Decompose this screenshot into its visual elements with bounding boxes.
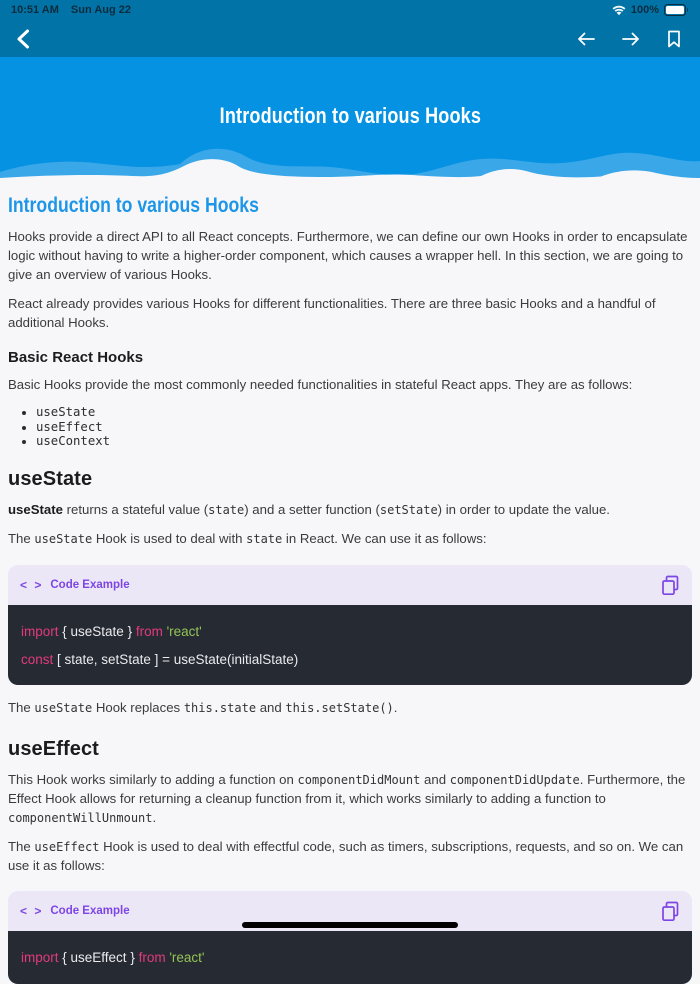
code-token: import: [21, 624, 59, 640]
text-segment: and: [420, 772, 450, 787]
paragraph: [8, 295, 692, 333]
history-forward-button[interactable]: [620, 30, 642, 48]
text-segment: Hook is used to deal with effectful code, such as timers, subscriptions, requests, and so on. We can use it as follows:: [8, 838, 684, 873]
text-segment: returns a stateful value (: [62, 502, 209, 518]
text-segment: .: [152, 809, 157, 825]
text-segment: in React. We can use it as follows:: [282, 531, 487, 547]
section-heading-text: Introduction to various Hooks: [8, 194, 259, 217]
battery-icon: [664, 4, 689, 16]
wifi-icon: [612, 5, 626, 16]
inline-code: componentDidUpdate: [449, 773, 580, 787]
paragraph: [8, 838, 692, 876]
paragraph: [8, 376, 692, 395]
battery-percent: 100%: [630, 4, 659, 16]
text-segment: The: [8, 700, 35, 716]
text-segment: . Furthermore, the Effect Hook allows for returning a cleanup function from it, which works similarly to adding a function to: [8, 772, 686, 806]
code-line: [21, 951, 679, 965]
paragraph: [8, 699, 692, 718]
status-time: 10:51 AM: [11, 4, 59, 16]
list-item: • useContext: [36, 434, 692, 448]
code-token: const: [21, 651, 54, 667]
text-segment: ) and a setter function (: [244, 502, 380, 518]
code-brackets-icon: < >: [20, 578, 44, 593]
code-block: [8, 931, 692, 984]
text-segment: This Hook works similarly to adding a function on: [8, 772, 298, 787]
wave-decoration: [0, 134, 700, 180]
navigation-bar: [0, 20, 700, 57]
hook-heading: useState: [8, 468, 93, 491]
hook-heading: useEffect: [8, 738, 99, 760]
history-back-button[interactable]: [575, 30, 597, 48]
code-example-header: [8, 565, 692, 605]
copy-button[interactable]: [661, 901, 680, 922]
code-line: [21, 653, 679, 667]
list-item: • useState: [36, 405, 692, 419]
bookmark-icon: [667, 30, 681, 48]
inline-code: useState: [34, 532, 93, 547]
code-example-label: Code Example: [50, 579, 130, 592]
arrow-right-icon: [622, 32, 640, 46]
copy-icon: [661, 575, 680, 596]
paragraph: [8, 771, 692, 828]
code-token: [ state, setState ] = useState(initialState): [53, 651, 299, 667]
hooks-list: [22, 405, 692, 448]
inline-code: state: [246, 532, 283, 547]
bookmark-button[interactable]: [665, 28, 683, 50]
copy-icon: [661, 901, 680, 922]
chapter-title: Introduction to various Hooks: [219, 103, 481, 128]
paragraph: [8, 501, 692, 520]
code-token: 'react': [169, 950, 205, 966]
code-example-title: [20, 578, 130, 592]
inline-code: state: [208, 503, 245, 518]
inline-code: this.state: [183, 701, 257, 716]
text-segment: Basic Hooks provide the most commonly needed functionalities in stateful React apps. They are as follows:: [8, 377, 633, 393]
list-item: • useEffect: [36, 420, 692, 434]
copy-button[interactable]: [661, 575, 680, 596]
inline-code: this.setState(): [285, 701, 394, 716]
text-segment: useState: [8, 502, 63, 518]
status-bar: [0, 0, 700, 20]
chevron-left-icon: [16, 29, 30, 49]
text-segment: and: [256, 700, 286, 716]
text-segment: Hook is used to deal with: [92, 531, 247, 547]
back-button[interactable]: [14, 27, 32, 51]
inline-code: useEffect: [34, 839, 100, 854]
text-segment: React already provides various Hooks for different functionalities. There are three basic Hooks and a handful of additional Hooks.: [8, 295, 656, 330]
arrow-left-icon: [577, 32, 595, 46]
code-token: from: [138, 950, 166, 966]
home-indicator[interactable]: [242, 922, 458, 928]
code-token: { useEffect }: [58, 950, 139, 966]
code-brackets-icon: < >: [20, 904, 44, 919]
code-token: from: [135, 624, 163, 640]
inline-code: useState: [34, 701, 93, 716]
code-line: [21, 625, 679, 639]
article-content: [0, 180, 700, 984]
code-example-box: [8, 565, 692, 685]
inline-code: componentDidMount: [297, 773, 421, 787]
text-segment: ) in order to update the value.: [437, 502, 610, 518]
subsection-heading: Basic React Hooks: [8, 349, 144, 367]
text-segment: The: [8, 531, 35, 547]
chapter-header: [0, 57, 700, 180]
inline-code: setState: [379, 503, 438, 518]
paragraph: [8, 228, 692, 285]
inline-code: componentWillUnmount: [8, 810, 153, 825]
paragraph: [8, 530, 692, 549]
code-example-box: [8, 891, 692, 984]
code-token: 'react': [166, 624, 202, 640]
code-block: [8, 605, 692, 685]
section-heading: [8, 194, 692, 218]
code-token: { useState }: [58, 624, 136, 640]
code-example-label: Code Example: [50, 905, 130, 918]
text-segment: Hooks provide a direct API to all React concepts. Furthermore, we can define our own Hooks in order to encapsulate logic without having to write a higher-order component, which causes a wrapper hell. In this section, we are going to give an overview of various Hooks.: [8, 229, 688, 282]
text-segment: Hook replaces: [92, 700, 184, 716]
code-token: import: [21, 950, 59, 966]
status-date: Sun Aug 22: [70, 4, 131, 16]
text-segment: .: [393, 700, 398, 716]
code-example-title: [20, 904, 130, 918]
text-segment: The: [8, 838, 35, 854]
